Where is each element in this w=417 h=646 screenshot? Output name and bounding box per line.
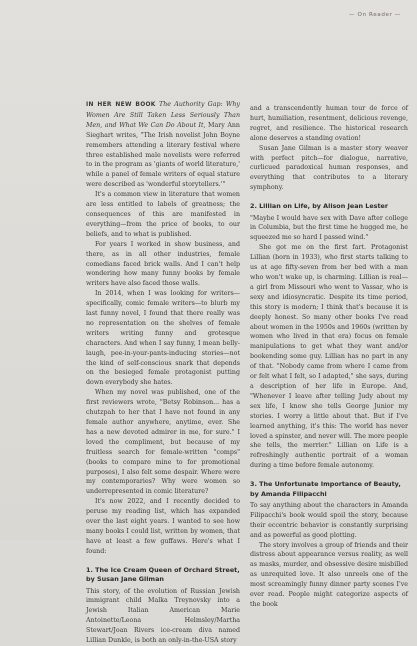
book-title: The Authority Gap: Why Women Are Still Taken Less Seriously Than Men, and What We Can Do About It, [86, 101, 240, 129]
continued-paragraph: Susan Jane Gilman is a master story weaver with perfect pitch—for dialogue, narrative, curlicued paradoxical human responses, and everything that contributes to a literary symphony. [250, 144, 408, 192]
body-paragraph: It's now 2022, and I recently decided to peruse my reading list, which has expanded over the last eight years. I wanted to see how many books I could list, written by women, that have at least a few guffaws. Here's what I found: [86, 498, 240, 555]
entry-2-quote: "Maybe I would have sex with Dave after college in Columbia, but the first time he hugged me, he squeezed me so hard I passed wind." [250, 214, 408, 242]
intro-text: Mary Ann Sieghart writes, "The Irish novelist John Boyne remembers attending a literary festival where three established male novelists were referred to in the program as 'giants of world literature,' while a panel of female writers of equal stature were described as 'wonderful storytellers.'" [86, 121, 240, 189]
running-head: — On Reader — [348, 12, 401, 18]
lead-in: IN HER NEW BOOK [86, 102, 156, 108]
entry-3-text: To say anything about the characters in Amanda Filipacchi's book would spoil the story, because their eccentric behavior is constantly surprising and as powerful as good plotting. [250, 501, 408, 539]
continued-paragraph: and a transcendently human tour de force of hurt, humiliation, resentment, delicious revenge, regret, and resilience. The historical research alone deserves a standing ovation! [250, 105, 408, 142]
body-paragraph: It's a common view in literature that women are less entitled to labels of greatness; the consequences of this are manifested in everything—from the price of books, to our beliefs, and to what is published. [86, 191, 240, 238]
left-column [86, 100, 240, 646]
entry-2-title: 2. Lillian on Life, by Alison Jean Lester [250, 202, 389, 211]
right-column [250, 104, 408, 610]
body-paragraph: In 2014, when I was looking for writers—specifically, comic female writers—to blurb my last funny novel, I found that there really was no representation on the shelves of female writers writing funny and grotesque characters. And when I say funny, I mean belly-laugh, pee-in-your-pants-inducing stories—not the kind of self-conscious snark that depends on the besieged female protagonist putting down everybody she hates. [86, 290, 240, 387]
entry-3-title: 3. The Unfortunate Importance of Beauty, by Amanda Filipacchi [250, 480, 401, 498]
intro-paragraph [86, 100, 240, 190]
entry-3-text: The story involves a group of friends and their distress about appearance versus reality, as well as masks, murder, and obsessive desire misbilled as unrequited love. It also unreels one of the most screamingly funny dinner party scenes I've ever read. People might categorize aspects of the book [250, 541, 408, 608]
body-paragraph: For years I worked in show business, and there, as in all other industries, female comedians faced brick walls. And I can't help wondering how many funny books by female writers have also faced those walls. [86, 240, 240, 288]
entry-2-text: She got me on the first fart. Protagonist Lillian (born in 1933), who first starts talking to us at age fifty-seven from her bed with a man who won't wake up, is charming. Lillian is real—a girl from Missouri who went to Vassar, who is sexy and idiosyncratic. Despite its time period, this story is modern; I think that's because it is deeply honest. So many other books I've read about women in the 1950s and 1960s (written by women who lived in that era) focus on female manipulations to get what they want and/or bookending some guy. Lillian has no part in any of that. "Nobody came from where I came from or felt what I felt, so I adapted," she says, during a description of her life in Europe. And, "Whenever I leave after telling Judy about my sex life, I know she tells George Junior my stories. I worry a little about that. But if I've learned anything, it's this: The world has never loved a spinster, and never will. The more people she tells, the merrier." Lillian on Life is a refreshingly authentic portrait of a woman during a time before female autonomy. [250, 244, 408, 470]
entry-1-title: 1. The Ice Cream Queen of Orchard Street, by Susan Jane Gilman [86, 565, 240, 584]
body-paragraph: When my novel was published, one of the first reviewers wrote, "Betsy Robinson... has a chutzpah to her that I have not found in any female author anywhere, anytime, ever. She has a new devoted admirer in me, for sure." I loved the compliment, but because of my fruitless search for female-written "comps" (books to compare mine to for promotional purposes), I also felt some despair. Where were my contemporaries? Why were women so underrepresented in comic literature? [86, 389, 240, 496]
entry-1-text: This story, of the evolution of Russian Jewish immigrant child Malka Treynovsky into a Jewish Italian American Marie Antoinette/Leona Helmsley/Martha Stewart/Joan Rivers ice-cream diva named Lillian Dunkle, is both an only-in-the-USA story [86, 587, 240, 645]
